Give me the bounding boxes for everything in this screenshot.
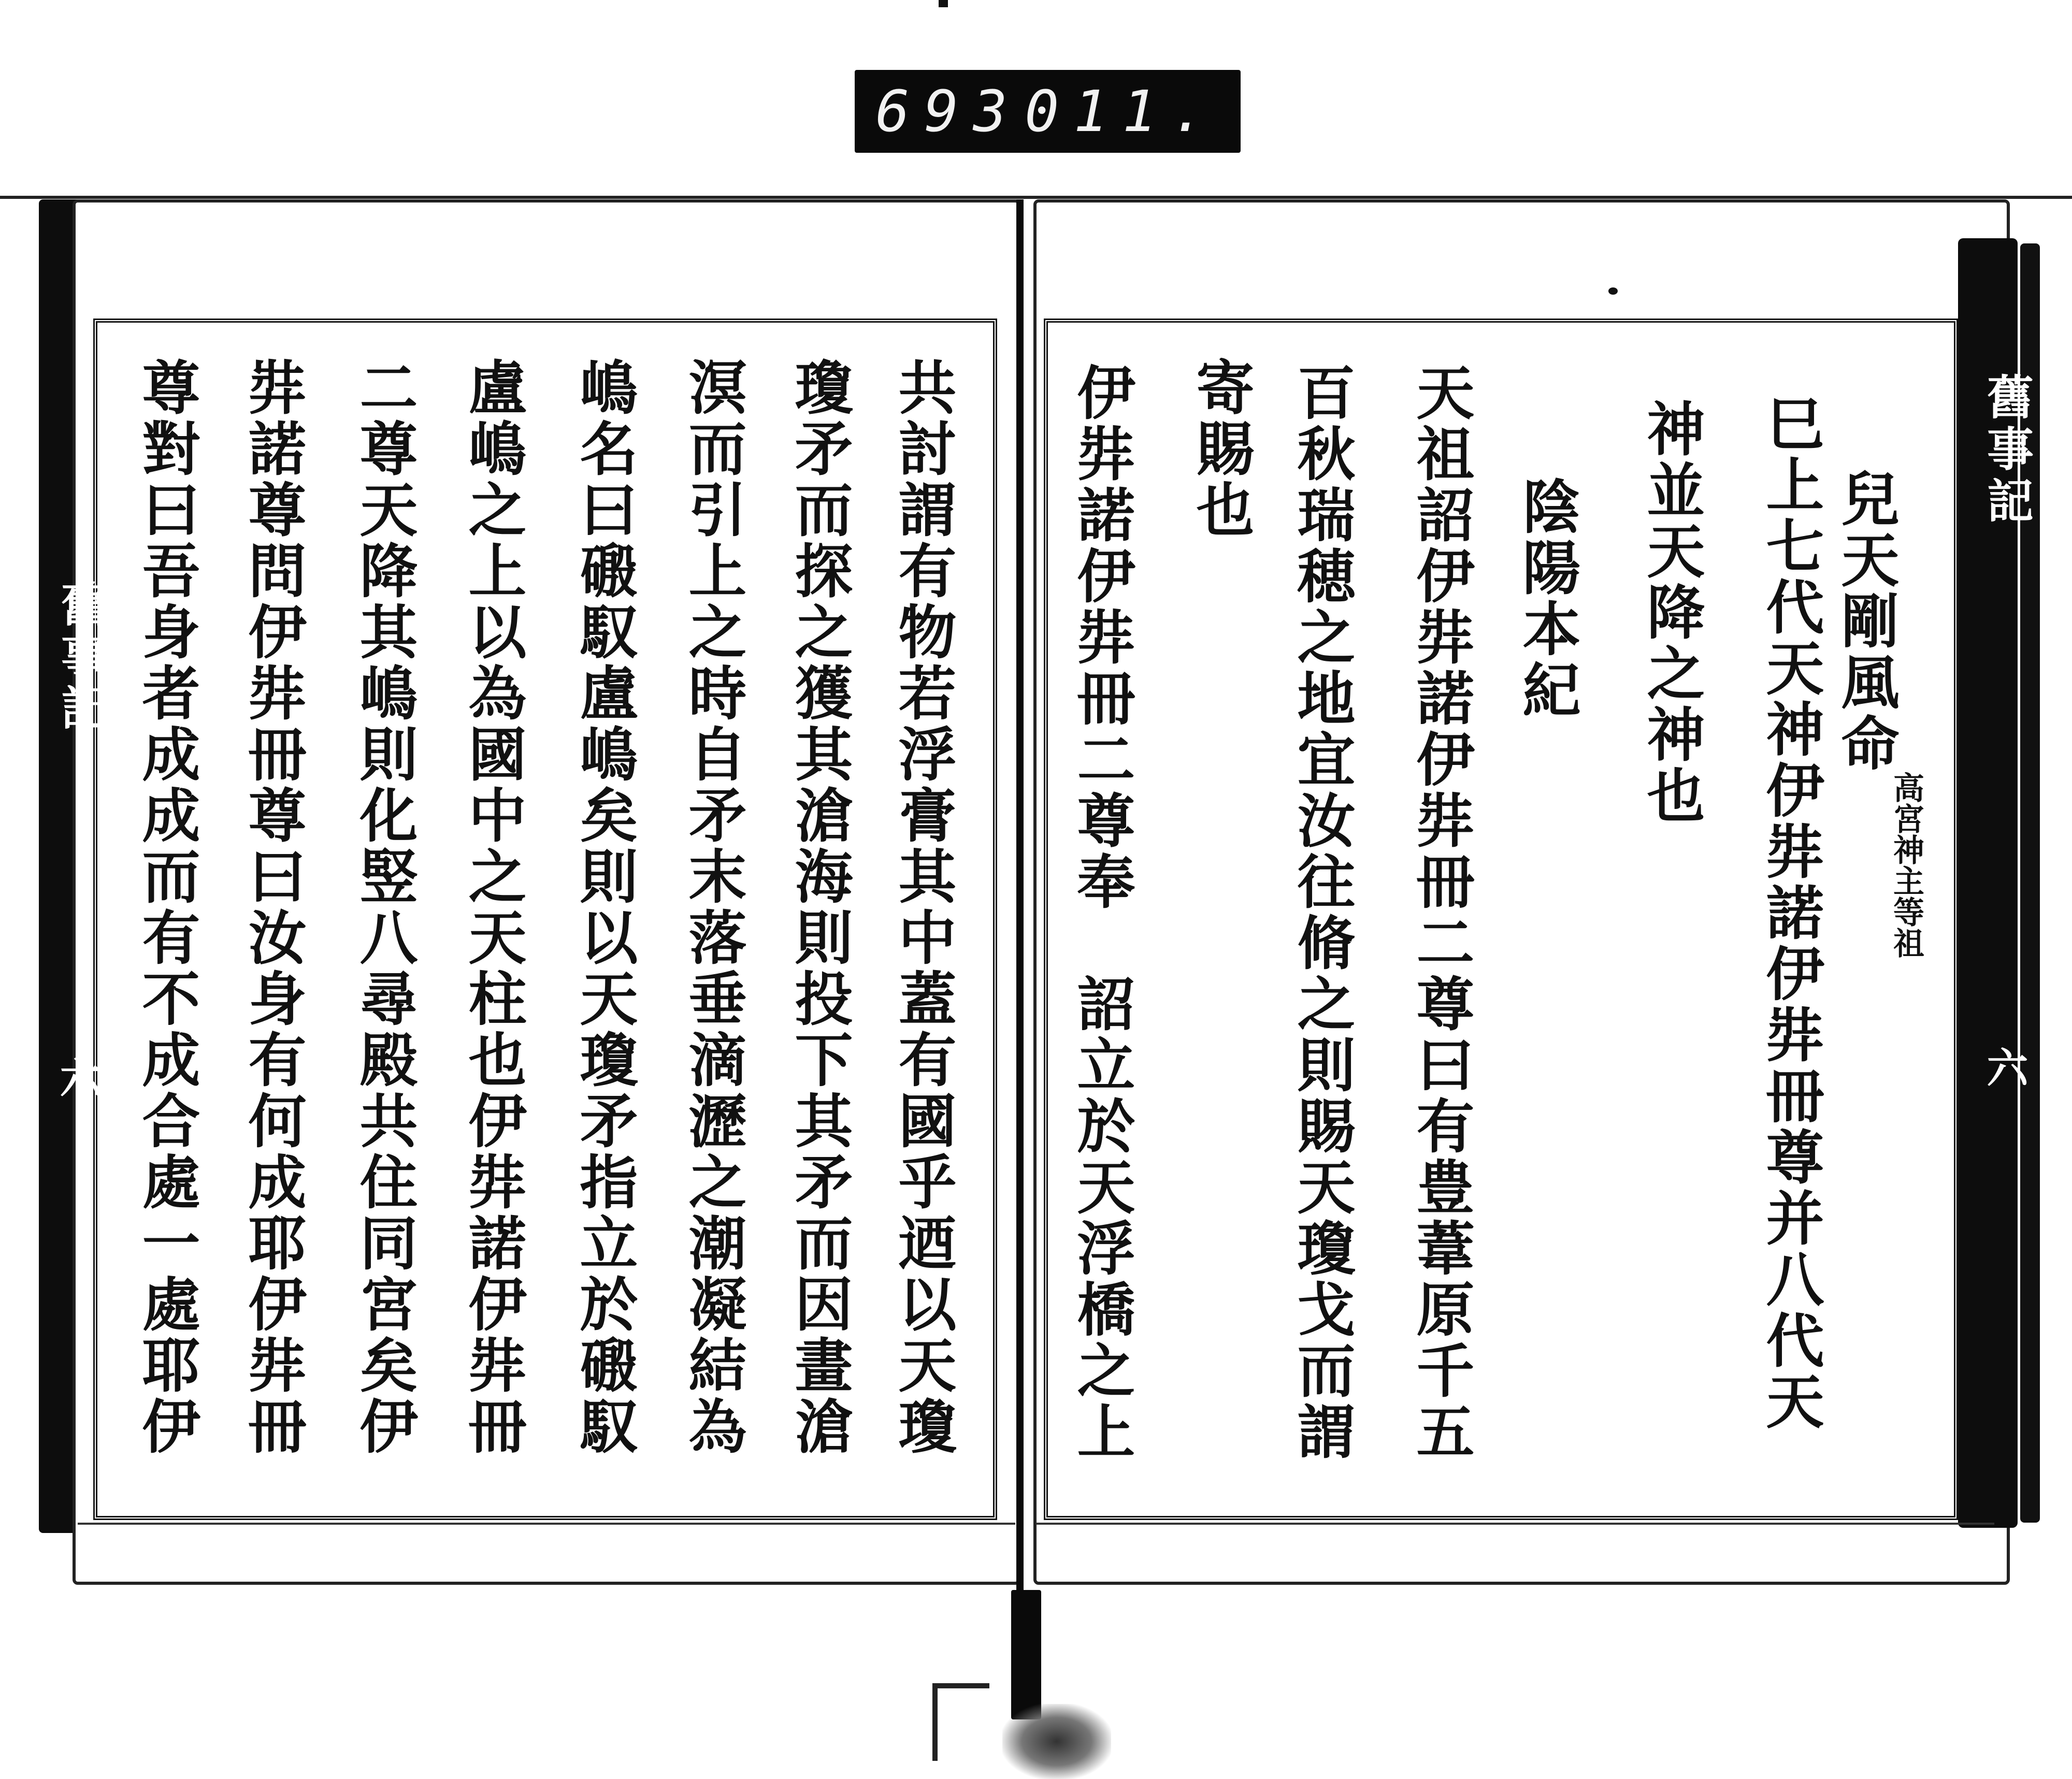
right-col-1: 兒天剛風命 (1832, 469, 1900, 774)
left-col-3: 溟而引上之時自矛末落垂滴瀝之潮凝結為 (679, 357, 747, 1457)
ink-dot (1608, 287, 1618, 295)
left-col-7: 弉諾尊問伊弉冊尊曰汝身有何成耶伊弉冊 (239, 357, 307, 1457)
book-gutter (1016, 199, 1024, 1598)
right-col-7: 寄賜也 (1187, 357, 1255, 541)
right-col-5: 天祖詔伊弉諾伊弉冊二尊曰有豊葦原千五 (1407, 363, 1475, 1463)
right-note-1: 高宮神主等祖 (1888, 772, 1924, 958)
reel-number: 693 (875, 78, 1022, 144)
right-col-4: 陰陽本紀 (1513, 476, 1581, 721)
right-col-2: 巳上七代天神伊弉諾伊弉冊尊并八代天 (1757, 394, 1824, 1433)
bookmark-ribbon (1011, 1590, 1041, 1719)
frame-number: 011. (1025, 78, 1220, 144)
frame-label (855, 70, 1241, 153)
left-col-5: 盧嶋之上以為國中之天柱也伊弉諾伊弉冊 (459, 357, 527, 1457)
left-col-8: 尊對曰吾身者成成而有不成合處一處耶伊 (133, 357, 200, 1457)
right-lower-margin (1036, 1523, 1994, 1587)
scanner-clip (932, 1683, 989, 1761)
right-running-head: 舊事記 (1979, 373, 2034, 528)
scan-smudge (1002, 1704, 1111, 1779)
left-col-4: 嶋名曰磤馭盧嶋矣則以天瓊矛指立於磤馭 (570, 357, 638, 1457)
left-col-6: 二尊天降其嶋則化竪八尋殿共住同宮矣伊 (350, 357, 418, 1457)
right-col-3: 神並天降之神也 (1637, 399, 1705, 827)
top-mark (939, 0, 948, 7)
left-text-frame (93, 319, 997, 1520)
book-edge-line (0, 196, 2072, 199)
left-running-head: 舊事記 (53, 580, 108, 735)
right-folio: 六 (1980, 1046, 2028, 1088)
left-lower-margin (78, 1523, 1015, 1587)
right-col-8: 伊弉諾伊弉冊二尊奉 詔立於天浮橋之上 (1068, 363, 1135, 1463)
right-col-6: 百秋瑞穂之地宜汝往脩之則賜天瓊戈而謂 (1288, 363, 1356, 1463)
left-col-1: 共討謂有物若浮膏其中蓋有國乎迺以天瓊 (889, 357, 957, 1457)
left-folio: 六 (53, 1057, 102, 1098)
left-col-2: 瓊矛而探之獲其滄海則投下其矛而因畫滄 (785, 357, 853, 1457)
